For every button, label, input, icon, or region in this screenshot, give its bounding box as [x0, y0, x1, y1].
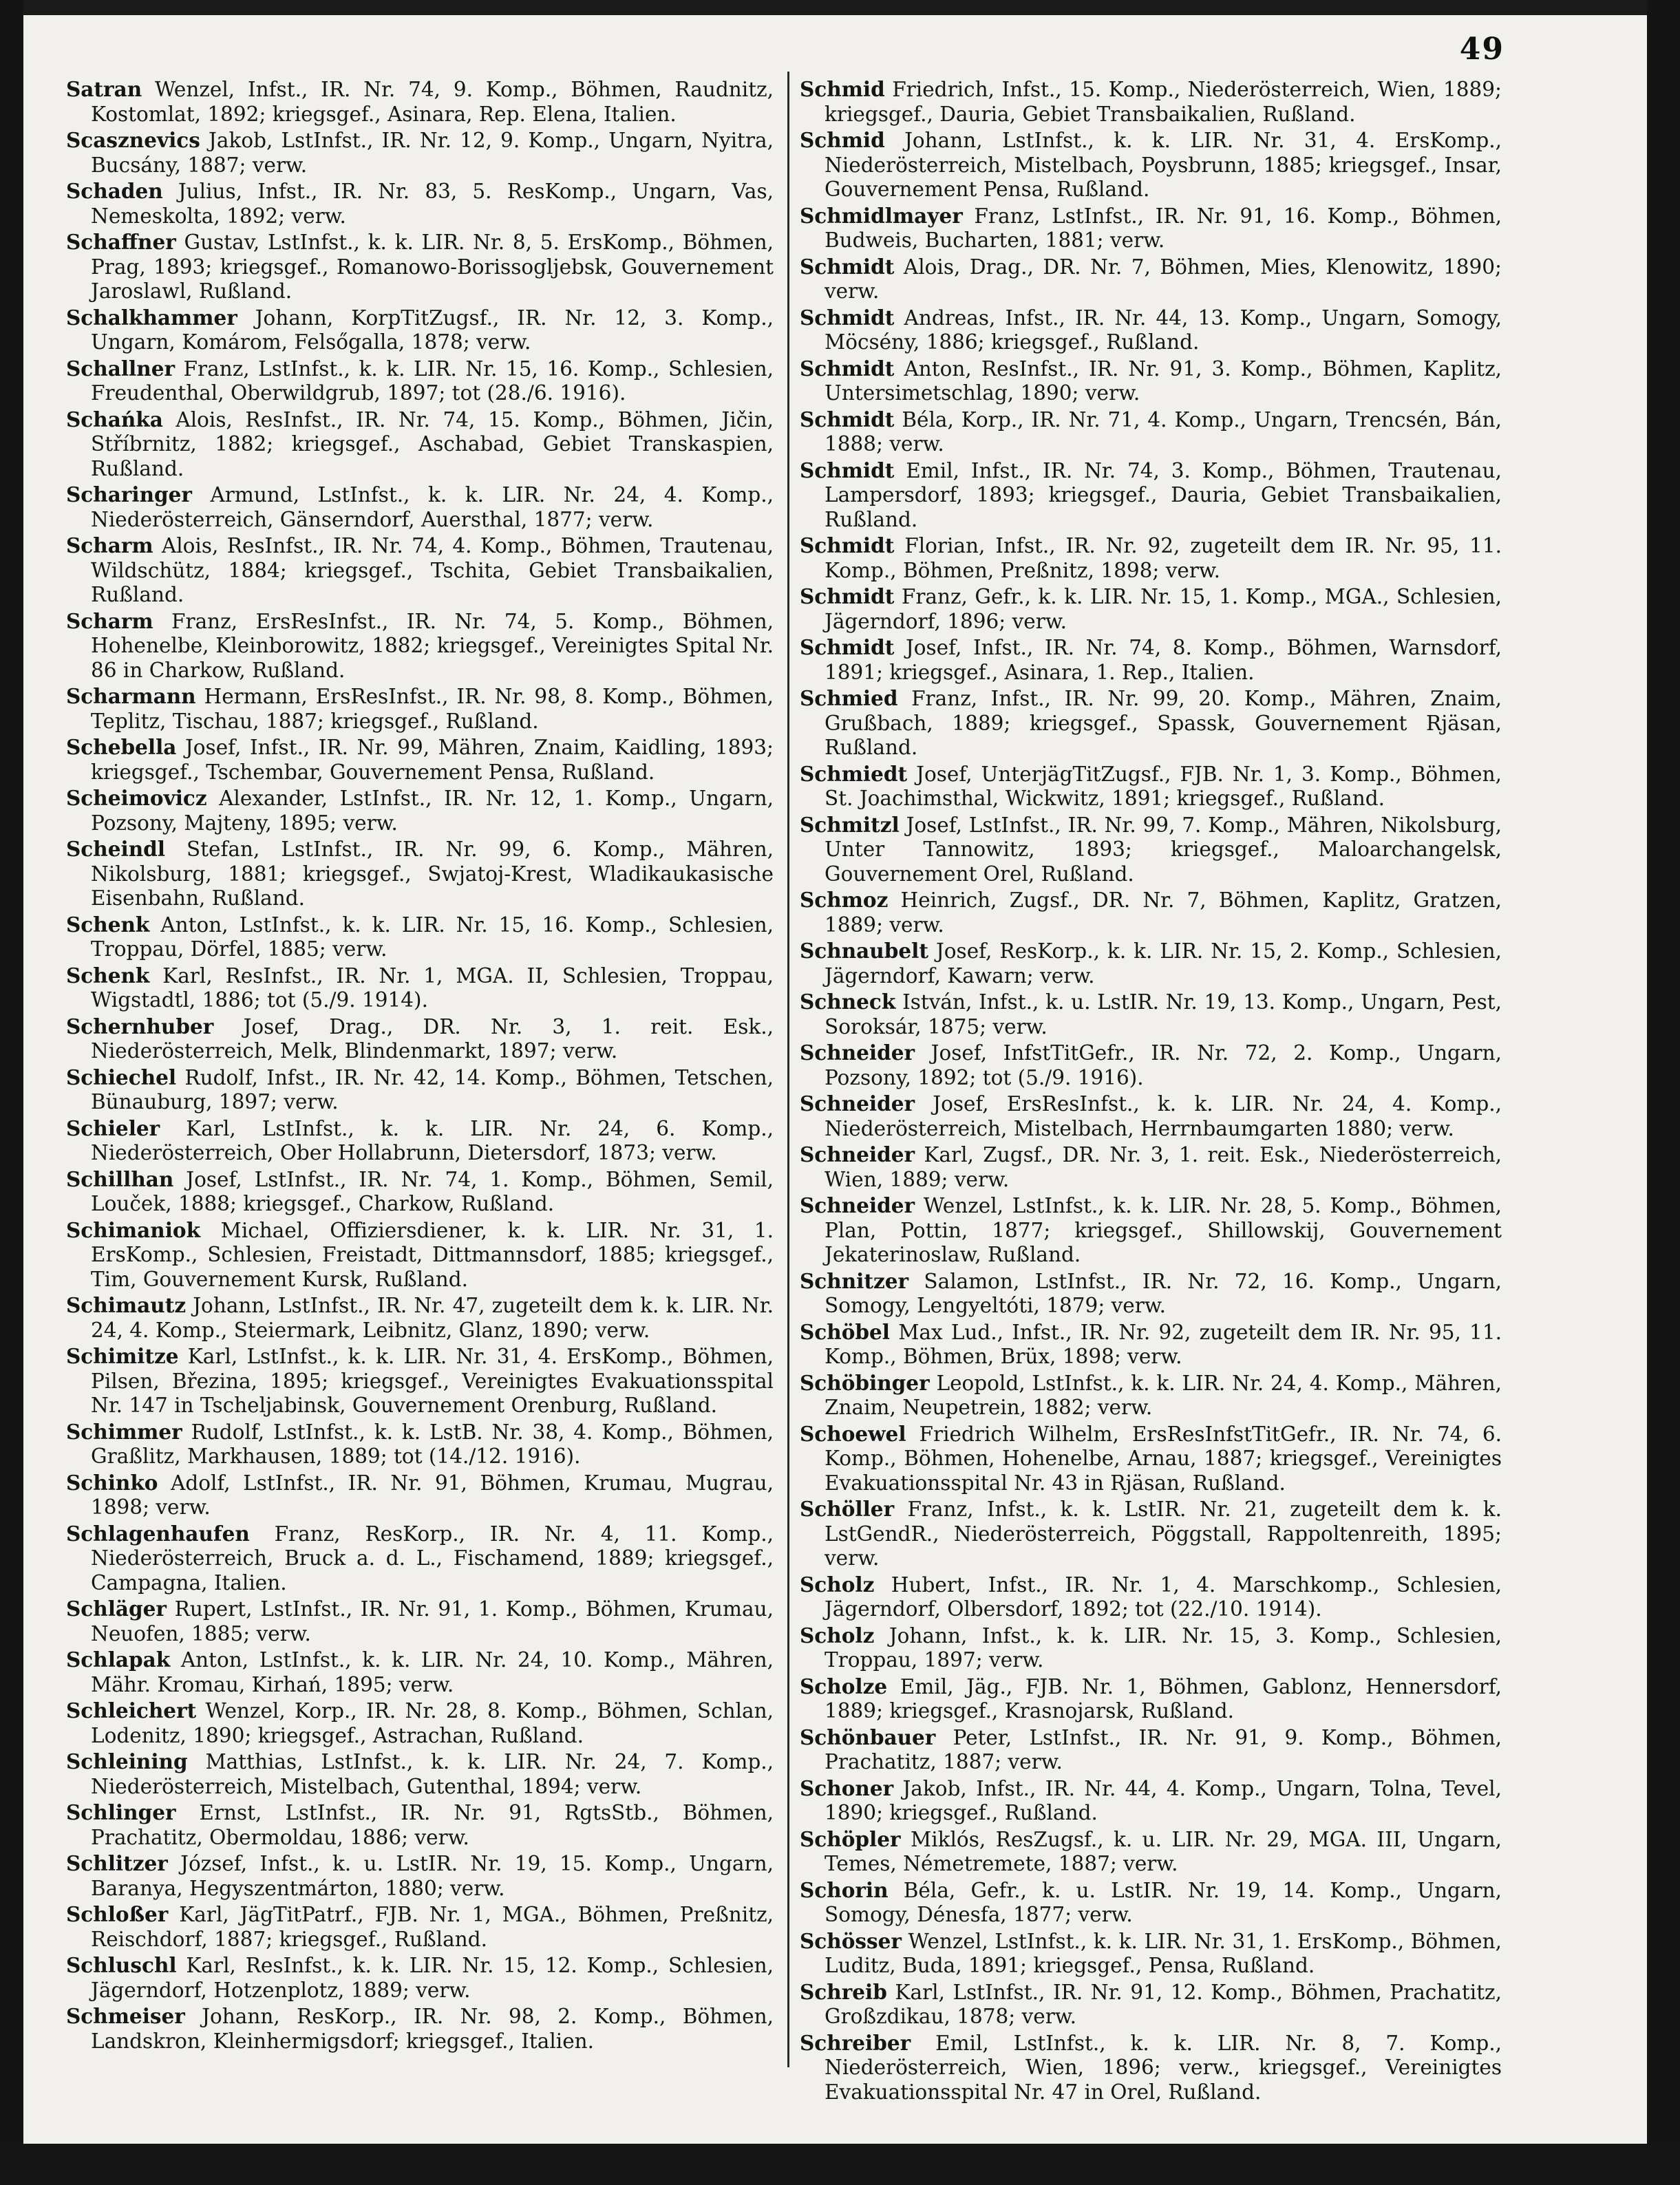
list-entry [66, 1902, 774, 1952]
entry-details: Adolf, LstInfst., IR. Nr. 91, Böhmen, Krumau, Mugrau, 1898; verw. [91, 1471, 774, 1519]
list-entry [66, 1218, 774, 1292]
list-entry [800, 2031, 1502, 2105]
entry-surname: Schimmer [66, 1419, 182, 1444]
scan-border-top [0, 0, 1680, 15]
entry-surname: Schmidlmayer [800, 203, 963, 228]
list-entry [800, 1827, 1502, 1877]
entry-surname: Schöbinger [800, 1370, 930, 1395]
right-column [800, 77, 1502, 2104]
list-entry [66, 837, 774, 911]
list-entry [800, 813, 1502, 887]
list-entry [800, 1878, 1502, 1928]
list-entry [800, 306, 1502, 355]
entry-surname: Schneider [800, 1142, 915, 1166]
list-entry [66, 356, 774, 406]
entry-details: Wenzel, Infst., IR. Nr. 74, 9. Komp., Böhmen, Raudnitz, Kostomlat, 1892; kriegsgef., Asinara, Rep. Elena, Italien. [91, 78, 774, 126]
entry-details: Stefan, LstInfst., IR. Nr. 99, 6. Komp., Mähren, Nikolsburg, 1881; kriegsgef., Swjatoj-Krest, Wladikaukasische Eisenbahn, Rußland. [91, 838, 774, 910]
list-entry [800, 204, 1502, 253]
list-entry [800, 1371, 1502, 1420]
entry-details: Franz, Gefr., k. k. LIR. Nr. 15, 1. Komp., MGA., Schlesien, Jägerndorf, 1896; verw. [825, 585, 1502, 633]
entry-details: Franz, ResKorp., IR. Nr. 4, 11. Komp., Niederösterreich, Bruck a. d. L., Fischamend, 1889; kriegsgef., Campagna, Italien. [91, 1522, 774, 1595]
list-entry [800, 584, 1502, 634]
list-entry [800, 635, 1502, 685]
entry-details: Franz, LstInfst., k. k. LIR. Nr. 15, 16. Komp., Schlesien, Freudenthal, Oberwildgrub, 1897; tot (28./6. 1916). [91, 356, 774, 405]
list-entry [800, 1980, 1502, 2029]
entry-surname: Schenk [66, 963, 150, 988]
entry-details: Franz, Infst., k. k. LstIR. Nr. 21, zugeteilt dem k. k. LstGendR., Niederösterreich, Pöggstall, Rappoltenreith, 1895; verw. [825, 1497, 1502, 1570]
entry-surname: Schmidt [800, 305, 895, 330]
entry-surname: Schönbauer [800, 1725, 936, 1749]
entry-details: Anton, LstInfst., k. k. LIR. Nr. 15, 16. Komp., Schlesien, Troppau, Dörfel, 1885; verw. [91, 913, 774, 961]
entry-surname: Schillhan [66, 1166, 174, 1191]
entry-surname: Schloßer [66, 1902, 169, 1926]
list-entry [66, 533, 774, 608]
scan-border-left [0, 0, 23, 2185]
entry-surname: Schenk [66, 912, 150, 937]
list-entry [66, 306, 774, 355]
scan-border-right [1647, 0, 1680, 2185]
entry-surname: Scheimovicz [66, 786, 207, 810]
entry-surname: Schmitzl [800, 812, 900, 837]
entry-details: Josef, ResKorp., k. k. LIR. Nr. 15, 2. Komp., Schlesien, Jägerndorf, Kawarn; verw. [825, 939, 1502, 988]
entry-details: Gustav, LstInfst., k. k. LIR. Nr. 8, 5. ErsKomp., Böhmen, Prag, 1893; kriegsgef., Romanowo-Borissogljebsk, Gouvernement Jaroslawl, Rußland. [91, 231, 774, 303]
entry-surname: Schalkhammer [66, 305, 237, 330]
entry-surname: Scholz [800, 1572, 875, 1597]
entry-details: Rupert, LstInfst., IR. Nr. 91, 1. Komp., Böhmen, Krumau, Neuofen, 1885; verw. [91, 1597, 774, 1645]
entry-details: Josef, Drag., DR. Nr. 3, 1. reit. Esk., Niederösterreich, Melk, Blindenmarkt, 1897; verw. [91, 1014, 774, 1063]
list-entry [66, 2004, 774, 2054]
entry-details: Karl, Zugsf., DR. Nr. 3, 1. reit. Esk., Niederösterreich, Wien, 1889; verw. [825, 1143, 1502, 1191]
entry-details: Alois, Drag., DR. Nr. 7, Böhmen, Mies, Klenowitz, 1890; verw. [825, 255, 1502, 303]
entry-details: Julius, Infst., IR. Nr. 83, 5. ResKomp., Ungarn, Vas, Nemeskolta, 1892; verw. [91, 180, 774, 228]
list-entry [66, 1597, 774, 1646]
entry-details: Heinrich, Zugsf., DR. Nr. 7, Böhmen, Kaplitz, Gratzen, 1889; verw. [825, 888, 1502, 937]
entry-surname: Schlapak [66, 1648, 171, 1672]
entry-surname: Schiechel [66, 1065, 177, 1089]
entry-details: István, Infst., k. u. LstIR. Nr. 19, 13. Komp., Ungarn, Pest, Soroksár, 1875; verw. [825, 990, 1502, 1038]
list-entry [66, 1522, 774, 1596]
list-entry [800, 1041, 1502, 1090]
entry-surname: Schmiedt [800, 761, 908, 786]
entry-details: Josef, Infst., IR. Nr. 99, Mähren, Znaim, Kaidling, 1893; kriegsgef., Tschembar, Gouvernement Pensa, Rußland. [91, 736, 774, 784]
list-entry [800, 458, 1502, 533]
entry-details: Karl, LstInfst., IR. Nr. 91, 12. Komp., Böhmen, Prachatitz, Großzdikau, 1878; verw. [825, 1980, 1502, 2028]
entry-surname: Schmid [800, 77, 885, 101]
entry-details: Franz, ErsResInfst., IR. Nr. 74, 5. Komp., Böhmen, Hohenelbe, Kleinborowitz, 1882; kriegsgef., Vereinigtes Spital Nr. 86 in Charkow, Rußland. [91, 609, 774, 682]
list-entry [66, 482, 774, 532]
entry-details: Wenzel, LstInfst., k. k. LIR. Nr. 31, 1. ErsKomp., Böhmen, Luditz, Buda, 1891; kriegsgef., Pensa, Rußland. [825, 1929, 1502, 1977]
list-entry [800, 1573, 1502, 1622]
entry-surname: Schnaubelt [800, 939, 928, 963]
list-entry [800, 939, 1502, 988]
entry-surname: Schoewel [800, 1421, 906, 1446]
list-entry [66, 1344, 774, 1418]
entry-surname: Schmoz [800, 888, 889, 912]
entry-details: Florian, Infst., IR. Nr. 92, zugeteilt dem IR. Nr. 95, 11. Komp., Böhmen, Preßnitz, 1898; verw. [825, 534, 1502, 582]
entry-surname: Schaffner [66, 230, 176, 254]
entry-surname: Schimaniok [66, 1217, 201, 1242]
entry-surname: Schläger [66, 1597, 167, 1621]
list-entry [800, 533, 1502, 583]
list-entry [66, 1749, 774, 1799]
entry-surname: Schmidt [800, 254, 895, 279]
list-entry [66, 128, 774, 178]
list-entry [800, 1497, 1502, 1571]
list-entry [66, 963, 774, 1013]
list-entry [800, 128, 1502, 202]
entry-details: Johann, ResKorp., IR. Nr. 98, 2. Komp., Böhmen, Landskron, Kleinhermigsdorf; kriegsgef., Italien. [91, 2005, 774, 2053]
entry-details: Béla, Korp., IR. Nr. 71, 4. Komp., Ungarn, Trencsén, Bán, 1888; verw. [825, 407, 1502, 456]
page-number: 49 [1459, 32, 1504, 67]
entry-details: Emil, LstInfst., k. k. LIR. Nr. 8, 7. Komp., Niederösterreich, Wien, 1896; verw., kriegsgef., Vereinigtes Evakuationsspital Nr. 47 in Orel, Rußland. [825, 2031, 1502, 2104]
list-entry [66, 913, 774, 962]
entry-surname: Schernhuber [66, 1014, 214, 1038]
entry-details: Michael, Offiziersdiener, k. k. LIR. Nr. 31, 1. ErsKomp., Schlesien, Freistadt, Dittmannsdorf, 1885; kriegsgef., Tim, Gouvernement Kursk, Rußland. [91, 1218, 774, 1291]
entry-details: Matthias, LstInfst., k. k. LIR. Nr. 24, 7. Komp., Niederösterreich, Mistelbach, Gutenthal, 1894; verw. [91, 1750, 774, 1798]
entry-details: Karl, LstInfst., k. k. LIR. Nr. 31, 4. ErsKomp., Böhmen, Pilsen, Březina, 1895; kriegsgef., Vereinigtes Evakuationsspital Nr. 147 in Tscheljabinsk, Gouvernement Orenburg, Rußland. [91, 1345, 774, 1417]
list-entry [66, 1953, 774, 2003]
entry-surname: Schleining [66, 1749, 188, 1773]
list-entry [66, 1471, 774, 1520]
list-entry [800, 356, 1502, 406]
entry-details: Béla, Gefr., k. u. LstIR. Nr. 19, 14. Komp., Ungarn, Somogy, Dénesfa, 1877; verw. [825, 1878, 1502, 1926]
list-entry [66, 786, 774, 835]
list-entry [66, 1116, 774, 1166]
entry-details: Josef, ErsResInfst., k. k. LIR. Nr. 24, 4. Komp., Niederösterreich, Mistelbach, Herrnbaumgarten 1880; verw. [825, 1092, 1502, 1140]
list-entry [66, 735, 774, 785]
entry-details: Hubert, Infst., IR. Nr. 1, 4. Marschkomp., Schlesien, Jägerndorf, Olbersdorf, 1892; tot (22./10. 1914). [825, 1573, 1502, 1621]
entry-surname: Schösser [800, 1928, 902, 1953]
list-entry [800, 1776, 1502, 1826]
entry-details: Emil, Infst., IR. Nr. 74, 3. Komp., Böhmen, Trautenau, Lampersdorf, 1893; kriegsgef., Dauria, Gebiet Transbaikalien, Rußland. [825, 458, 1502, 531]
list-entry [800, 1929, 1502, 1979]
entry-details: Johann, KorpTitZugsf., IR. Nr. 12, 3. Komp., Ungarn, Komárom, Felsőgalla, 1878; verw. [91, 306, 774, 354]
entry-details: Jakob, Infst., IR. Nr. 44, 4. Komp., Ungarn, Tolna, Tevel, 1890; kriegsgef., Rußland. [825, 1776, 1502, 1824]
entry-details: József, Infst., k. u. LstIR. Nr. 19, 15. Komp., Ungarn, Baranya, Hegyszentmárton, 1880; verw. [91, 1852, 774, 1900]
list-entry [66, 1851, 774, 1901]
entry-details: Hermann, ErsResInfst., IR. Nr. 98, 8. Komp., Böhmen, Teplitz, Tischau, 1887; kriegsgef., Rußland. [91, 685, 774, 733]
column-divider [787, 72, 789, 2067]
list-entry [66, 1800, 774, 1850]
list-entry [800, 1269, 1502, 1319]
entry-details: Wenzel, LstInfst., k. k. LIR. Nr. 28, 5. Komp., Böhmen, Plan, Pottin, 1877; kriegsgef., Shillowskij, Gouvernement Jekaterinoslaw, Rußland. [825, 1194, 1502, 1266]
left-column [66, 77, 774, 2087]
entry-details: Josef, Infst., IR. Nr. 74, 8. Komp., Böhmen, Warnsdorf, 1891; kriegsgef., Asinara, 1. Rep., Italien. [825, 636, 1502, 684]
entry-details: Max Lud., Infst., IR. Nr. 92, zugeteilt dem IR. Nr. 95, 11. Komp., Böhmen, Brüx, 1898; verw. [825, 1320, 1502, 1368]
entry-details: Karl, ResInfst., IR. Nr. 1, MGA. II, Schlesien, Troppau, Wigstadtl, 1886; tot (5./9. 1914). [91, 963, 774, 1012]
entry-surname: Schmied [800, 686, 898, 710]
entry-details: Emil, Jäg., FJB. Nr. 1, Böhmen, Gablonz, Hennersdorf, 1889; kriegsgef., Krasnojarsk, Rußland. [825, 1674, 1502, 1723]
entry-details: Johann, LstInfst., k. k. LIR. Nr. 31, 4. ErsKomp., Niederösterreich, Mistelbach, Poysbrunn, 1885; kriegsgef., Insar, Gouvernement Pensa, Rußland. [825, 129, 1502, 201]
entry-details: Jakob, LstInfst., IR. Nr. 12, 9. Komp., Ungarn, Nyitra, Bucsány, 1887; verw. [91, 129, 774, 177]
entry-details: Salamon, LstInfst., IR. Nr. 72, 16. Komp., Ungarn, Somogy, Lengyeltóti, 1879; verw. [825, 1269, 1502, 1317]
entry-surname: Schmidt [800, 407, 895, 431]
list-entry [800, 1422, 1502, 1496]
entry-details: Anton, LstInfst., k. k. LIR. Nr. 24, 10. Komp., Mähren, Mähr. Kromau, Kirhań, 1895; verw. [91, 1648, 774, 1696]
entry-surname: Scholze [800, 1674, 888, 1698]
entry-surname: Schneider [800, 1193, 915, 1217]
entry-details: Friedrich Wilhelm, ErsResInfstTitGefr., IR. Nr. 74, 6. Komp., Böhmen, Hohenelbe, Arnau, 1887; kriegsgef., Vereinigtes Evakuationsspital Nr. 43 in Rjäsan, Rußland. [825, 1422, 1502, 1495]
entry-surname: Scasznevics [66, 128, 200, 152]
entry-details: Wenzel, Korp., IR. Nr. 28, 8. Komp., Böhmen, Schlan, Lodenitz, 1890; kriegsgef., Astrachan, Rußland. [91, 1699, 774, 1747]
entry-details: Peter, LstInfst., IR. Nr. 91, 9. Komp., Böhmen, Prachatitz, 1887; verw. [825, 1725, 1502, 1773]
entry-surname: Schöller [800, 1497, 895, 1521]
list-entry [66, 1698, 774, 1748]
list-entry [800, 888, 1502, 937]
entry-surname: Scharm [66, 533, 153, 557]
list-entry [66, 407, 774, 482]
entry-surname: Schneider [800, 1091, 915, 1116]
list-entry [66, 1648, 774, 1697]
list-entry [66, 179, 774, 228]
entry-details: Josef, InfstTitGefr., IR. Nr. 72, 2. Komp., Ungarn, Pozsony, 1892; tot (5./9. 1916). [825, 1041, 1502, 1089]
entry-surname: Schöpler [800, 1826, 901, 1851]
list-entry [800, 1674, 1502, 1724]
entry-surname: Schnitzer [800, 1268, 909, 1293]
entry-surname: Schmidt [800, 458, 895, 482]
entry-surname: Schmidt [800, 584, 895, 608]
list-entry [66, 1167, 774, 1217]
entry-details: Alexander, LstInfst., IR. Nr. 12, 1. Komp., Ungarn, Pozsony, Majteny, 1895; verw. [91, 787, 774, 835]
list-entry [800, 1725, 1502, 1775]
entry-surname: Schoner [800, 1776, 894, 1800]
scan-border-bottom [0, 2144, 1680, 2185]
entry-details: Karl, JägTitPatrf., FJB. Nr. 1, MGA., Böhmen, Preßnitz, Reischdorf, 1887; kriegsgef., Rußland. [91, 1903, 774, 1951]
entry-surname: Schmeiser [66, 2004, 185, 2028]
entry-surname: Schneck [800, 990, 896, 1014]
entry-details: Andreas, Infst., IR. Nr. 44, 13. Komp., Ungarn, Somogy, Möcsény, 1886; kriegsgef., Rußland. [825, 306, 1502, 354]
entry-details: Miklós, ResZugsf., k. u. LIR. Nr. 29, MGA. III, Ungarn, Temes, Németremete, 1887; verw. [825, 1827, 1502, 1875]
list-entry [800, 407, 1502, 457]
entry-surname: Scharmann [66, 684, 196, 708]
entry-surname: Schleichert [66, 1698, 197, 1723]
entry-surname: Schebella [66, 735, 177, 759]
entry-details: Rudolf, LstInfst., k. k. LstB. Nr. 38, 4. Komp., Böhmen, Graßlitz, Markhausen, 1889; tot (14./12. 1916). [91, 1420, 774, 1468]
list-entry [66, 1065, 774, 1115]
entry-surname: Schmid [800, 128, 885, 152]
entry-surname: Schorin [800, 1877, 889, 1902]
entry-details: Karl, ResInfst., k. k. LIR. Nr. 15, 12. Komp., Schlesien, Jägerndorf, Hotzenplotz, 1889; verw. [91, 1954, 774, 2002]
list-entry [800, 255, 1502, 304]
entry-surname: Scheindl [66, 837, 165, 861]
entry-surname: Schneider [800, 1041, 915, 1065]
list-entry [800, 1142, 1502, 1192]
entry-details: Armund, LstInfst., k. k. LIR. Nr. 24, 4. Komp., Niederösterreich, Gänserndorf, Auersthal, 1877; verw. [91, 483, 774, 531]
list-entry [66, 1293, 774, 1343]
entry-surname: Schmidt [800, 635, 895, 659]
entry-details: Rudolf, Infst., IR. Nr. 42, 14. Komp., Böhmen, Tetschen, Bünauburg, 1897; verw. [91, 1065, 774, 1113]
entry-surname: Schieler [66, 1116, 160, 1140]
entry-surname: Schańka [66, 407, 163, 431]
entry-details: Alois, ResInfst., IR. Nr. 74, 15. Komp., Böhmen, Jičin, Stříbrnitz, 1882; kriegsgef., Aschabad, Gebiet Transkaspien, Rußland. [91, 407, 774, 480]
entry-surname: Schlitzer [66, 1851, 168, 1875]
entry-surname: Schreiber [800, 2030, 911, 2055]
list-entry [66, 77, 774, 127]
list-entry [800, 990, 1502, 1039]
list-entry [800, 77, 1502, 127]
entry-surname: Schmidt [800, 356, 895, 381]
entry-surname: Scharm [66, 608, 153, 633]
list-entry [800, 1320, 1502, 1369]
list-entry [800, 762, 1502, 811]
entry-details: Leopold, LstInfst., k. k. LIR. Nr. 24, 4. Komp., Mähren, Znaim, Neupetrein, 1882; verw. [825, 1371, 1502, 1419]
entry-surname: Schimautz [66, 1293, 187, 1317]
entry-surname: Satran [66, 77, 142, 101]
entry-details: Johann, LstInfst., IR. Nr. 47, zugeteilt dem k. k. LIR. Nr. 24, 4. Komp., Steiermark, Leibnitz, Glanz, 1890; verw. [91, 1294, 774, 1342]
entry-details: Franz, Infst., IR. Nr. 99, 20. Komp., Mähren, Znaim, Grußbach, 1889; kriegsgef., Spassk, Gouvernement Rjäsan, Rußland. [825, 687, 1502, 759]
entry-details: Johann, Infst., k. k. LIR. Nr. 15, 3. Komp., Schlesien, Troppau, 1897; verw. [825, 1623, 1502, 1672]
list-entry [800, 1623, 1502, 1673]
entry-details: Friedrich, Infst., 15. Komp., Niederösterreich, Wien, 1889; kriegsgef., Dauria, Gebiet Transbaikalien, Rußland. [825, 78, 1502, 126]
list-entry [66, 1014, 774, 1064]
entry-surname: Schöbel [800, 1319, 890, 1344]
entry-details: Ernst, LstInfst., IR. Nr. 91, RgtsStb., Böhmen, Prachatitz, Obermoldau, 1886; verw. [91, 1801, 774, 1849]
entry-surname: Schinko [66, 1470, 158, 1495]
entry-surname: Schreib [800, 1979, 887, 2004]
entry-surname: Scharinger [66, 482, 192, 507]
entry-details: Josef, LstInfst., IR. Nr. 99, 7. Komp., Mähren, Nikolsburg, Unter Tannowitz, 1893; kriegsgef., Maloarchangelsk, Gouvernement Orel, Rußland. [825, 813, 1502, 886]
entry-surname: Schaden [66, 179, 163, 203]
entry-surname: Schlinger [66, 1800, 176, 1824]
entry-details: Josef, LstInfst., IR. Nr. 74, 1. Komp., Böhmen, Semil, Louček, 1888; kriegsgef., Charkow, Rußland. [91, 1167, 774, 1215]
list-entry [66, 230, 774, 304]
entry-surname: Schallner [66, 356, 176, 381]
entry-details: Karl, LstInfst., k. k. LIR. Nr. 24, 6. Komp., Niederösterreich, Ober Hollabrunn, Dietersdorf, 1873; verw. [91, 1116, 774, 1164]
list-entry [800, 1091, 1502, 1141]
list-entry [800, 1193, 1502, 1268]
entry-details: Alois, ResInfst., IR. Nr. 74, 4. Komp., Böhmen, Trautenau, Wildschütz, 1884; kriegsgef., Tschita, Gebiet Transbaikalien, Rußland. [91, 534, 774, 606]
entry-details: Franz, LstInfst., IR. Nr. 91, 16. Komp., Böhmen, Budweis, Bucharten, 1881; verw. [825, 204, 1502, 252]
entry-details: Anton, ResInfst., IR. Nr. 91, 3. Komp., Böhmen, Kaplitz, Untersimetschlag, 1890; verw. [825, 356, 1502, 405]
entry-surname: Schimitze [66, 1344, 179, 1368]
entry-surname: Schmidt [800, 533, 895, 557]
list-entry [66, 684, 774, 734]
entry-details: Josef, UnterjägTitZugsf., FJB. Nr. 1, 3. Komp., Böhmen, St. Joachimsthal, Wickwitz, 1891; kriegsgef., Rußland. [825, 762, 1502, 810]
list-entry [66, 1420, 774, 1469]
entry-surname: Scholz [800, 1623, 875, 1648]
list-entry [800, 686, 1502, 760]
list-entry [66, 609, 774, 683]
entry-surname: Schlagenhaufen [66, 1521, 250, 1546]
entry-surname: Schluschl [66, 1953, 177, 1977]
